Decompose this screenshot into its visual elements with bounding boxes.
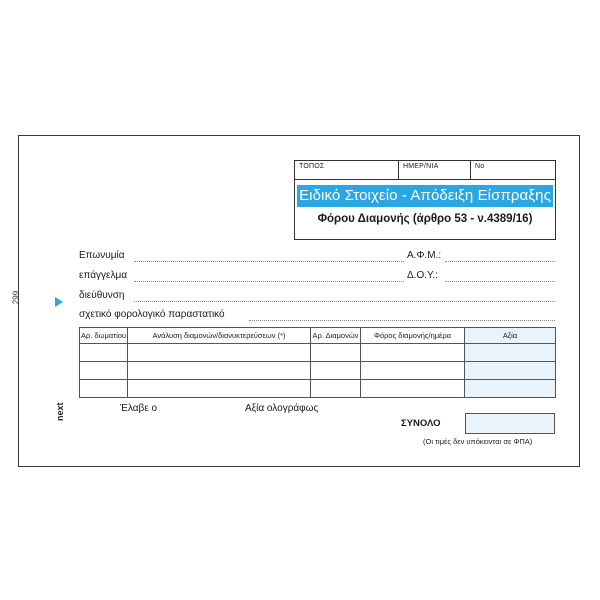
table-cell[interactable] bbox=[311, 344, 361, 362]
table-row bbox=[80, 344, 556, 362]
table-cell[interactable] bbox=[465, 380, 556, 398]
table-row bbox=[80, 362, 556, 380]
table-cell[interactable] bbox=[80, 362, 128, 380]
name-line[interactable] bbox=[134, 261, 404, 262]
table-cell[interactable] bbox=[361, 380, 465, 398]
items-table bbox=[79, 327, 556, 398]
tax-office-line[interactable] bbox=[445, 281, 555, 282]
name-label: Επωνυμία bbox=[79, 250, 125, 261]
form-subtitle: Φόρου Διαμονής (άρθρο 53 - ν.4389/16) bbox=[317, 213, 533, 225]
header-box bbox=[294, 160, 556, 240]
place-field[interactable]: ΤΟΠΟΣ bbox=[295, 161, 399, 179]
profession-line[interactable] bbox=[134, 281, 404, 282]
related-doc-line[interactable] bbox=[249, 320, 555, 321]
form-title: Ειδικό Στοιχείο - Απόδειξη Είσπραξης bbox=[297, 185, 553, 207]
column-header: Αρ. δωματίου bbox=[80, 328, 128, 344]
vat-note: (Οι τιμές δεν υπόκεινται σε ΦΠΑ) bbox=[423, 437, 533, 446]
table-cell[interactable] bbox=[128, 344, 311, 362]
column-header: Ανάλυση διαμονών/διανυκτερεύσεων (*) bbox=[128, 328, 311, 344]
column-header: Αρ. Διαμονών bbox=[311, 328, 361, 344]
table-cell[interactable] bbox=[361, 362, 465, 380]
form-code: 299 bbox=[11, 290, 21, 305]
total-field[interactable] bbox=[465, 413, 555, 434]
total-label: ΣΥΝΟΛΟ bbox=[401, 418, 441, 429]
header-meta-row bbox=[295, 161, 555, 180]
number-field[interactable]: Νο bbox=[475, 163, 485, 170]
table-cell[interactable] bbox=[465, 344, 556, 362]
vat-line[interactable] bbox=[445, 261, 555, 262]
related-doc-label: σχετικό φορολογικό παραστατικό bbox=[79, 309, 225, 320]
receipt-form bbox=[11, 135, 580, 467]
date-field[interactable]: ΗΜΕΡ/ΝΙΑ bbox=[399, 161, 471, 179]
table-cell[interactable] bbox=[80, 344, 128, 362]
address-label: διεύθυνση bbox=[79, 290, 125, 301]
table-header-row bbox=[80, 328, 556, 344]
vat-label: Α.Φ.Μ.: bbox=[407, 250, 442, 261]
table-cell[interactable] bbox=[465, 362, 556, 380]
table-cell[interactable] bbox=[80, 380, 128, 398]
table-cell[interactable] bbox=[128, 380, 311, 398]
table-cell[interactable] bbox=[128, 362, 311, 380]
column-header: Αξία bbox=[465, 328, 556, 344]
amount-words-label: Αξία ολογράφως bbox=[245, 403, 319, 414]
pointer-arrow-icon bbox=[55, 297, 63, 307]
table-cell[interactable] bbox=[311, 380, 361, 398]
profession-label: επάγγελμα bbox=[79, 270, 127, 281]
address-line[interactable] bbox=[134, 301, 555, 302]
table-cell[interactable] bbox=[361, 344, 465, 362]
table-row bbox=[80, 380, 556, 398]
tax-office-label: Δ.Ο.Υ.: bbox=[407, 270, 438, 281]
brand-label: next bbox=[55, 402, 65, 421]
table-cell[interactable] bbox=[311, 362, 361, 380]
received-label: Έλαβε ο bbox=[120, 403, 158, 414]
column-header: Φόρος διαμονής/ημέρα bbox=[361, 328, 465, 344]
